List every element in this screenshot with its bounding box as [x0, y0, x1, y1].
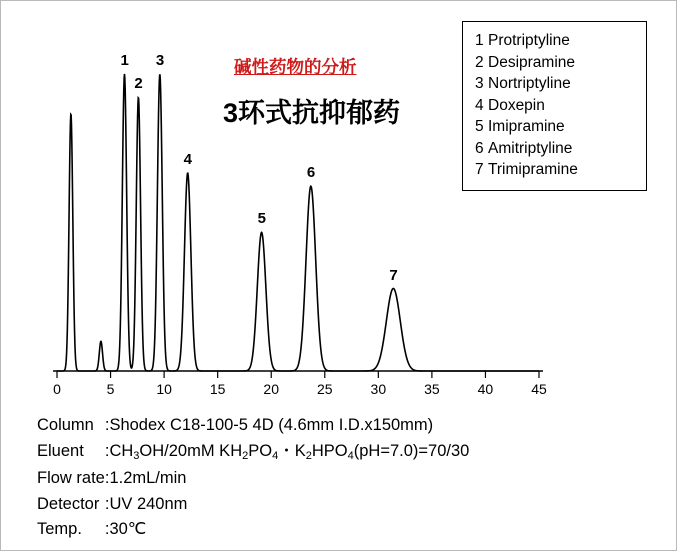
condition-key: Eluent [37, 441, 84, 460]
condition-key: Temp. [37, 520, 82, 538]
legend-label: Imipramine [488, 118, 565, 135]
condition-value: Shodex C18-100-5 4D (4.6mm I.D.x150mm) [109, 416, 434, 434]
legend-number: 7 [475, 161, 484, 178]
x-axis-ticks [57, 371, 539, 378]
legend-label: Protriptyline [488, 32, 570, 49]
table-row [37, 517, 469, 543]
condition-separator: : [104, 520, 110, 538]
condition-key: Detector [37, 494, 100, 513]
table-row [37, 492, 469, 518]
x-axis-tick-label: 35 [424, 381, 440, 397]
peak-label-6: 6 [306, 164, 316, 182]
condition-value: UV 240nm [109, 494, 188, 513]
x-axis-tick-label: 45 [531, 381, 547, 397]
chromatogram-trace [57, 74, 539, 371]
legend-label: Nortriptyline [488, 75, 571, 92]
peak-label-5: 5 [257, 210, 266, 228]
legend-number: 4 [475, 96, 484, 114]
condition-separator: : [104, 441, 110, 460]
peak-label-3: 3 [155, 52, 165, 69]
chromatogram-plot [43, 15, 553, 395]
x-axis-tick-label: 15 [209, 381, 226, 397]
condition-key: Flow rate [37, 469, 105, 487]
table-row [37, 413, 469, 439]
chart-subtitle: 碱性药物的分析 [234, 57, 357, 77]
legend-label: Trimipramine [488, 161, 578, 178]
condition-value: 30℃ [109, 520, 147, 538]
legend-label: Amitriptyline [488, 139, 573, 157]
x-axis-tick-label: 25 [316, 381, 333, 397]
table-row [37, 439, 469, 467]
method-conditions [37, 413, 469, 543]
legend-label: Desipramine [488, 53, 576, 71]
condition-separator: : [104, 469, 110, 487]
x-axis-tick-label: 5 [106, 381, 115, 397]
peak-label-1: 1 [120, 52, 129, 69]
legend-number: 6 [475, 139, 484, 157]
condition-separator: : [104, 416, 110, 434]
peak-label-2: 2 [134, 75, 143, 93]
legend-label: Doxepin [488, 96, 545, 114]
legend-number: 3 [475, 75, 484, 92]
legend-number: 2 [475, 53, 484, 71]
condition-separator: : [104, 494, 110, 513]
page-title: 3环式抗抑郁药 [223, 98, 401, 128]
peak-label-7: 7 [389, 266, 398, 284]
x-axis-tick-label: 10 [156, 381, 172, 397]
x-axis-tick-label: 30 [370, 381, 387, 397]
table-row [37, 466, 469, 492]
x-axis-tick-label: 40 [477, 381, 494, 397]
x-axis-tick-label: 0 [53, 381, 61, 397]
legend-number: 5 [475, 118, 484, 135]
x-axis-tick-label: 20 [263, 381, 279, 397]
condition-key: Column [37, 416, 94, 434]
condition-value: $CH_3OH/20mM$ $KH_2PO_4$・$K_2HPO_4(pH=7.0)=70/30$ [109, 441, 470, 462]
peak-label-4: 4 [183, 151, 193, 168]
legend-number: 1 [475, 32, 484, 49]
condition-value: 1.2mL/min [109, 469, 187, 487]
